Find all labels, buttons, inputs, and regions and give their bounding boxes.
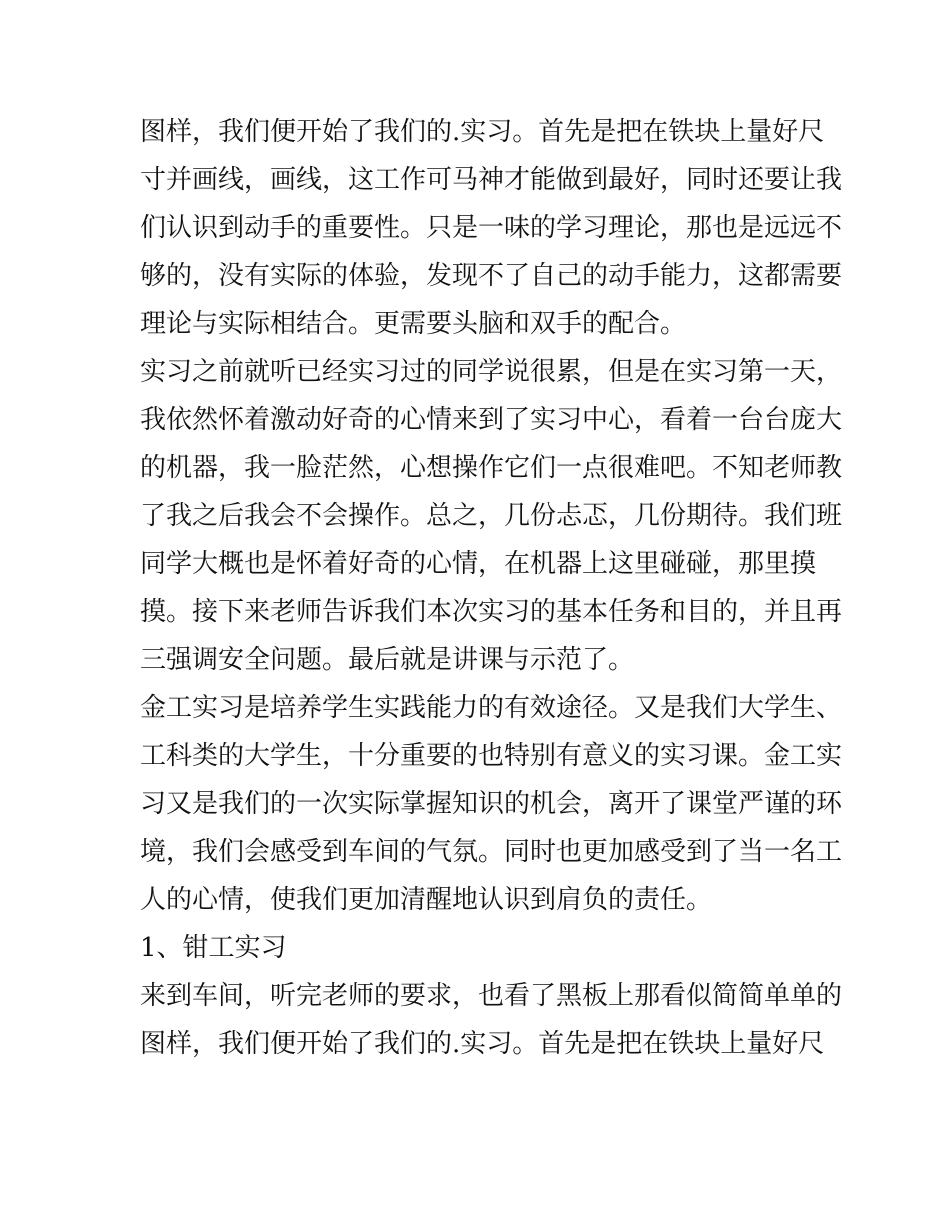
text-line: 境，我们会感受到车间的气氛。同时也更加感受到了当一名工 — [140, 837, 843, 867]
document-body — [140, 108, 843, 1068]
text-line: 我依然怀着激动好奇的心情来到了实习中心，看着一台台庞大 — [140, 405, 843, 435]
text-line: 图样，我们便开始了我们的.实习。首先是把在铁块上量好尺 — [140, 117, 825, 147]
text-line: 理论与实际相结合。更需要头脑和双手的配合。 — [140, 309, 687, 339]
text-line: 三强调安全问题。最后就是讲课与示范了。 — [140, 645, 635, 675]
text-line: 金工实习是培养学生实践能力的有效途径。又是我们大学生、 — [140, 693, 843, 723]
text-line: 摸。接下来老师告诉我们本次实习的基本任务和目的，并且再 — [140, 597, 843, 627]
text-line: 们认识到动手的重要性。只是一味的学习理论，那也是远远不 — [140, 213, 843, 243]
text-line: 来到车间，听完老师的要求，也看了黑板上那看似简简单单的 — [140, 981, 843, 1011]
text-line: 够的，没有实际的体验，发现不了自己的动手能力，这都需要 — [140, 261, 843, 291]
text-line: 图样，我们便开始了我们的.实习。首先是把在铁块上量好尺 — [140, 1029, 825, 1059]
text-line: 实习之前就听已经实习过的同学说很累，但是在实习第一天， — [140, 357, 843, 387]
text-line: 工科类的大学生，十分重要的也特别有意义的实习课。金工实 — [140, 741, 843, 771]
text-line: 同学大概也是怀着好奇的心情，在机器上这里碰碰，那里摸 — [140, 549, 817, 579]
text-line: 寸并画线，画线，这工作可马神才能做到最好，同时还要让我 — [140, 165, 843, 195]
section-heading: 1、钳工实习 — [140, 933, 287, 963]
text-line: 了我之后我会不会操作。总之，几份忐忑，几份期待。我们班 — [140, 501, 843, 531]
text-line: 习又是我们的一次实际掌握知识的机会，离开了课堂严谨的环 — [140, 789, 843, 819]
text-line: 人的心情，使我们更加清醒地认识到肩负的责任。 — [140, 885, 713, 915]
text-line: 的机器，我一脸茫然，心想操作它们一点很难吧。不知老师教 — [140, 453, 843, 483]
